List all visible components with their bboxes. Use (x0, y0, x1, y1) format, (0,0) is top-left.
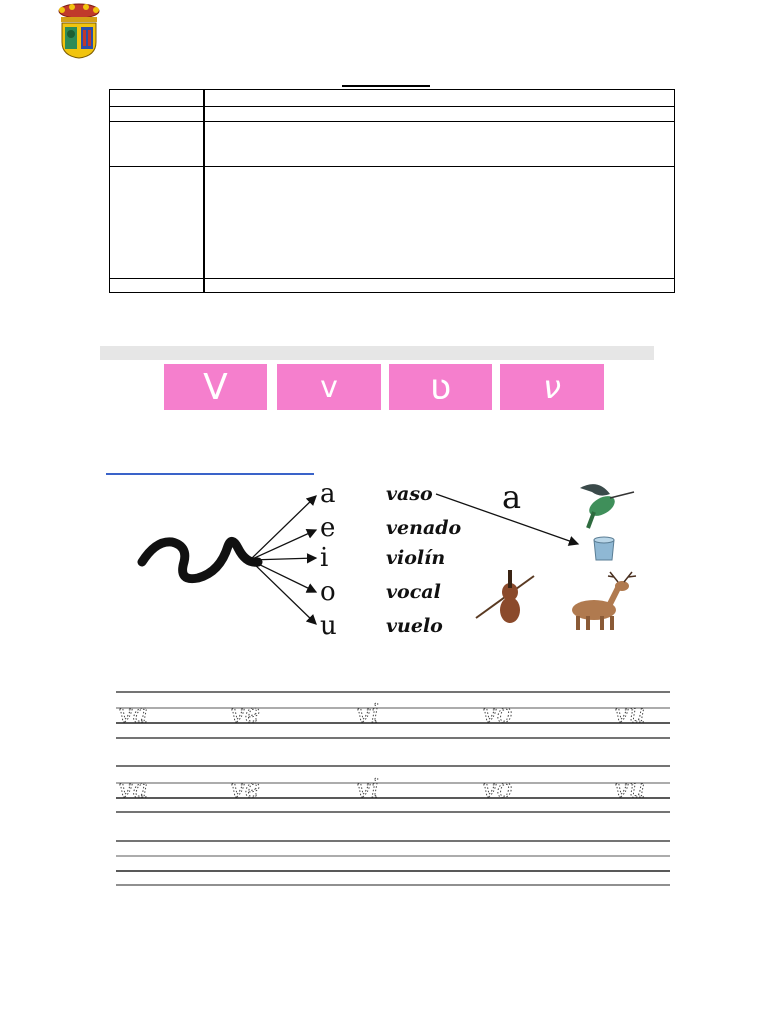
arrow-e (250, 530, 316, 560)
loose-letter-a: a (502, 478, 522, 516)
letter-card-cursive-lower (500, 364, 604, 410)
word-venado: venado (386, 517, 462, 539)
vowel-i: i (320, 543, 329, 573)
tracing-syllable: va (118, 699, 149, 729)
vowel-a: a (320, 479, 336, 509)
syllable-diagram (110, 478, 670, 648)
tracing-syllable: vo (482, 699, 513, 729)
letter-card-print-lower (277, 364, 381, 410)
handwriting-practice (116, 686, 670, 886)
word-vocal: vocal (386, 581, 441, 603)
vowel-o: o (320, 577, 336, 607)
letter-glyph: V (203, 366, 228, 408)
hyperlink-underline[interactable] (106, 473, 314, 475)
tracing-syllable: ve (230, 699, 261, 729)
violin-icon (476, 570, 534, 623)
table-row (110, 121, 674, 167)
section-band (100, 346, 654, 360)
word-violin: violín (386, 547, 446, 569)
bucket-icon (594, 537, 614, 560)
letter-glyph: ν (543, 368, 561, 406)
tracing-syllable: vi (356, 699, 380, 729)
table-row (110, 166, 674, 279)
tracing-syllable: vo (482, 774, 513, 804)
tracing-syllable: vu (614, 774, 646, 804)
tracing-syllable: ve (230, 774, 261, 804)
table-row (110, 106, 674, 122)
info-table (109, 89, 675, 293)
letter-glyph: ʋ (429, 366, 452, 408)
table-row (110, 90, 674, 107)
letter-glyph: v (320, 369, 338, 405)
title-underline (342, 85, 430, 87)
tracing-syllable: va (118, 774, 149, 804)
word-vaso: vaso (386, 483, 433, 505)
school-crest-logo (50, 2, 108, 60)
letter-card-print-upper (164, 364, 267, 410)
hummingbird-icon (580, 484, 634, 528)
arrow-o (250, 560, 316, 592)
big-cursive-v-glyph (142, 541, 258, 578)
deer-icon (572, 572, 636, 630)
arrow-u (250, 560, 316, 624)
letter-card-cursive-upper (389, 364, 492, 410)
word-vuelo: vuelo (386, 615, 443, 637)
vowel-e: e (320, 513, 336, 543)
tracing-syllable: vu (614, 699, 646, 729)
arrow-a (250, 496, 316, 560)
tracing-syllable: vi (356, 774, 380, 804)
vowel-u: u (320, 611, 337, 641)
